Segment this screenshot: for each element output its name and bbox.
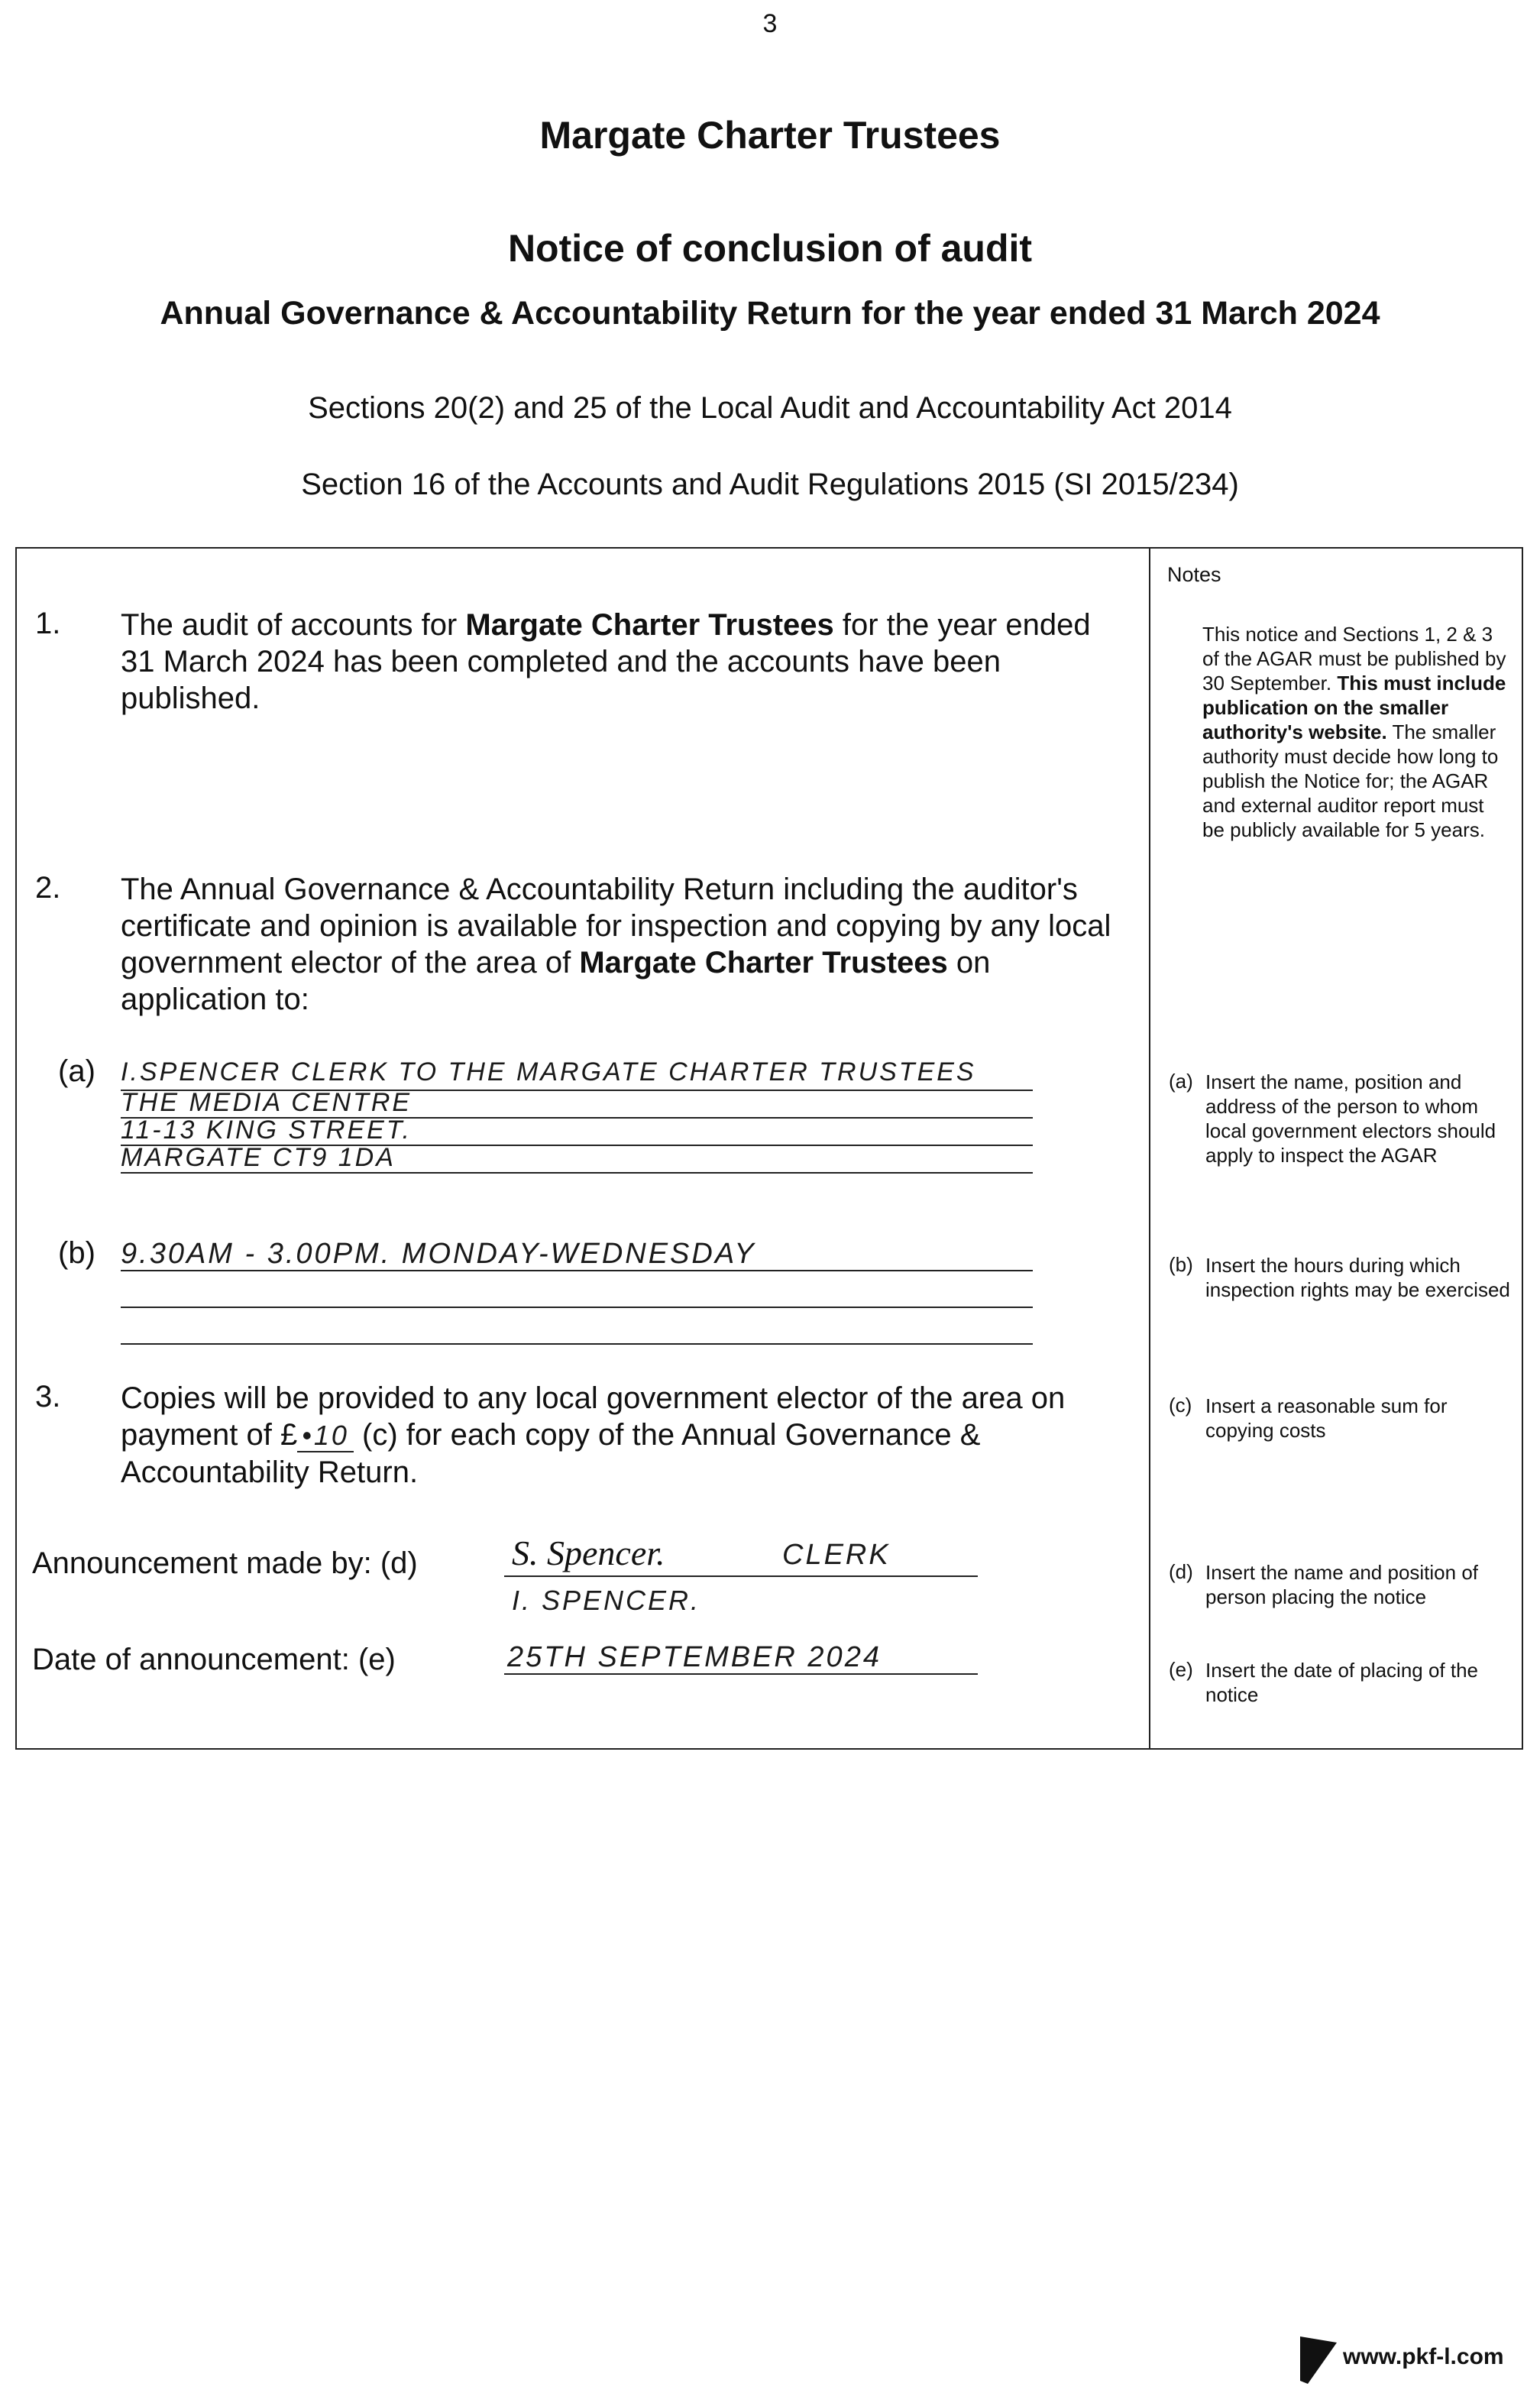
notes-column-divider — [1149, 547, 1150, 1750]
item-a-note: Insert the name, position and address of the person to whom local government electors should apply to inspect the AGAR — [1205, 1070, 1496, 1167]
return-title: Annual Governance & Accountability Return for the year ended 31 March 2024 — [160, 295, 1380, 332]
date-field — [504, 1641, 978, 1673]
note-label: (a) — [1169, 1070, 1193, 1093]
item2-text — [121, 871, 1121, 1018]
statute-reference: Section 16 of the Accounts and Audit Regulations 2015 (SI 2015/234) — [301, 468, 1239, 501]
item3-text-post: (c) for each copy of the Annual Governance & Accountability Return. — [121, 1418, 981, 1489]
notes-header: Notes — [1167, 563, 1221, 586]
item1-note-pre: This notice and Sections 1, 2 & 3 of the AGAR must be published by 30 September. — [1202, 623, 1506, 695]
item-label: (b) — [58, 1236, 95, 1270]
handwritten-date: 25TH SEPTEMBER 2024 — [507, 1641, 882, 1673]
item1-note-post: The smaller authority must decide how long to publish the Notice for; the AGAR and external auditor report must be publicly available for 5 years. — [1202, 720, 1499, 841]
handwritten-entry: 11-13 KING STREET. — [121, 1116, 412, 1145]
footer-url: www.pkf-l.com — [1343, 2344, 1504, 2369]
item2-text-post: on application to: — [121, 946, 991, 1016]
date-label: Date of announcement: (e) — [32, 1643, 396, 1676]
announcement-label: Announcement made by: (d) — [32, 1546, 418, 1580]
item-number: 2. — [35, 871, 61, 905]
item-d-note: Insert the name and position of person placing the notice — [1205, 1561, 1479, 1608]
item-e-note: Insert the date of placing of the notice — [1205, 1659, 1479, 1706]
item1-text-pre: The audit of accounts for — [121, 608, 466, 642]
item-label: (a) — [58, 1054, 95, 1088]
page-number: 3 — [762, 9, 778, 38]
handwritten-entry: THE MEDIA CENTRE — [121, 1088, 412, 1117]
item1-note — [1202, 622, 1508, 842]
note-label: (b) — [1169, 1253, 1193, 1276]
item1-note-bold: This must include publication on the smaller authority's website. — [1202, 672, 1506, 743]
note-label: (d) — [1169, 1560, 1193, 1583]
item-b-note: Insert the hours during which inspection rights may be exercised — [1205, 1254, 1510, 1301]
handwritten-entry: 9.30AM - 3.00PM. MONDAY-WEDNESDAY — [121, 1238, 756, 1270]
inspection-hours-fields — [121, 1238, 1033, 1348]
handwritten-name: I. SPENCER. — [512, 1585, 701, 1616]
handwritten-position: CLERK — [782, 1539, 891, 1571]
handwritten-entry: I.SPENCER CLERK TO THE MARGATE CHARTER TRUSTEES — [121, 1057, 976, 1086]
announcement-signature-block — [504, 1530, 978, 1616]
item1-text-post: for the year ended 31 March 2024 has been completed and the accounts have been published. — [121, 608, 1091, 715]
inspection-contact-fields — [121, 1057, 1033, 1177]
item-number: 1. — [35, 607, 61, 640]
note-label: (c) — [1169, 1394, 1192, 1417]
item-number: 3. — [35, 1380, 61, 1413]
pkf-logo-icon — [1297, 2335, 1338, 2385]
notice-title: Notice of conclusion of audit — [507, 227, 1033, 270]
handwritten-entry: MARGATE CT9 1DA — [121, 1143, 396, 1172]
handwritten-signature: S. Spencer. — [512, 1533, 665, 1572]
authority-name: Margate Charter Trustees — [465, 608, 834, 642]
item3-text — [121, 1380, 1121, 1491]
authority-name: Margate Charter Trustees — [579, 946, 948, 980]
org-title: Margate Charter Trustees — [539, 114, 1001, 157]
copy-charge-amount: •10 — [297, 1420, 354, 1452]
item-c-note: Insert a reasonable sum for copying costs — [1205, 1394, 1448, 1442]
item1-text — [121, 607, 1129, 717]
item2-text-pre: The Annual Governance & Accountability Return including the auditor's certificate and opinion is available for inspection and copying by any local government elector of the area of — [121, 873, 1111, 980]
note-label: (e) — [1169, 1658, 1193, 1681]
item3-text-pre: Copies will be provided to any local government elector of the area on payment of £ — [121, 1381, 1066, 1452]
statute-reference: Sections 20(2) and 25 of the Local Audit and Accountability Act 2014 — [308, 391, 1232, 425]
